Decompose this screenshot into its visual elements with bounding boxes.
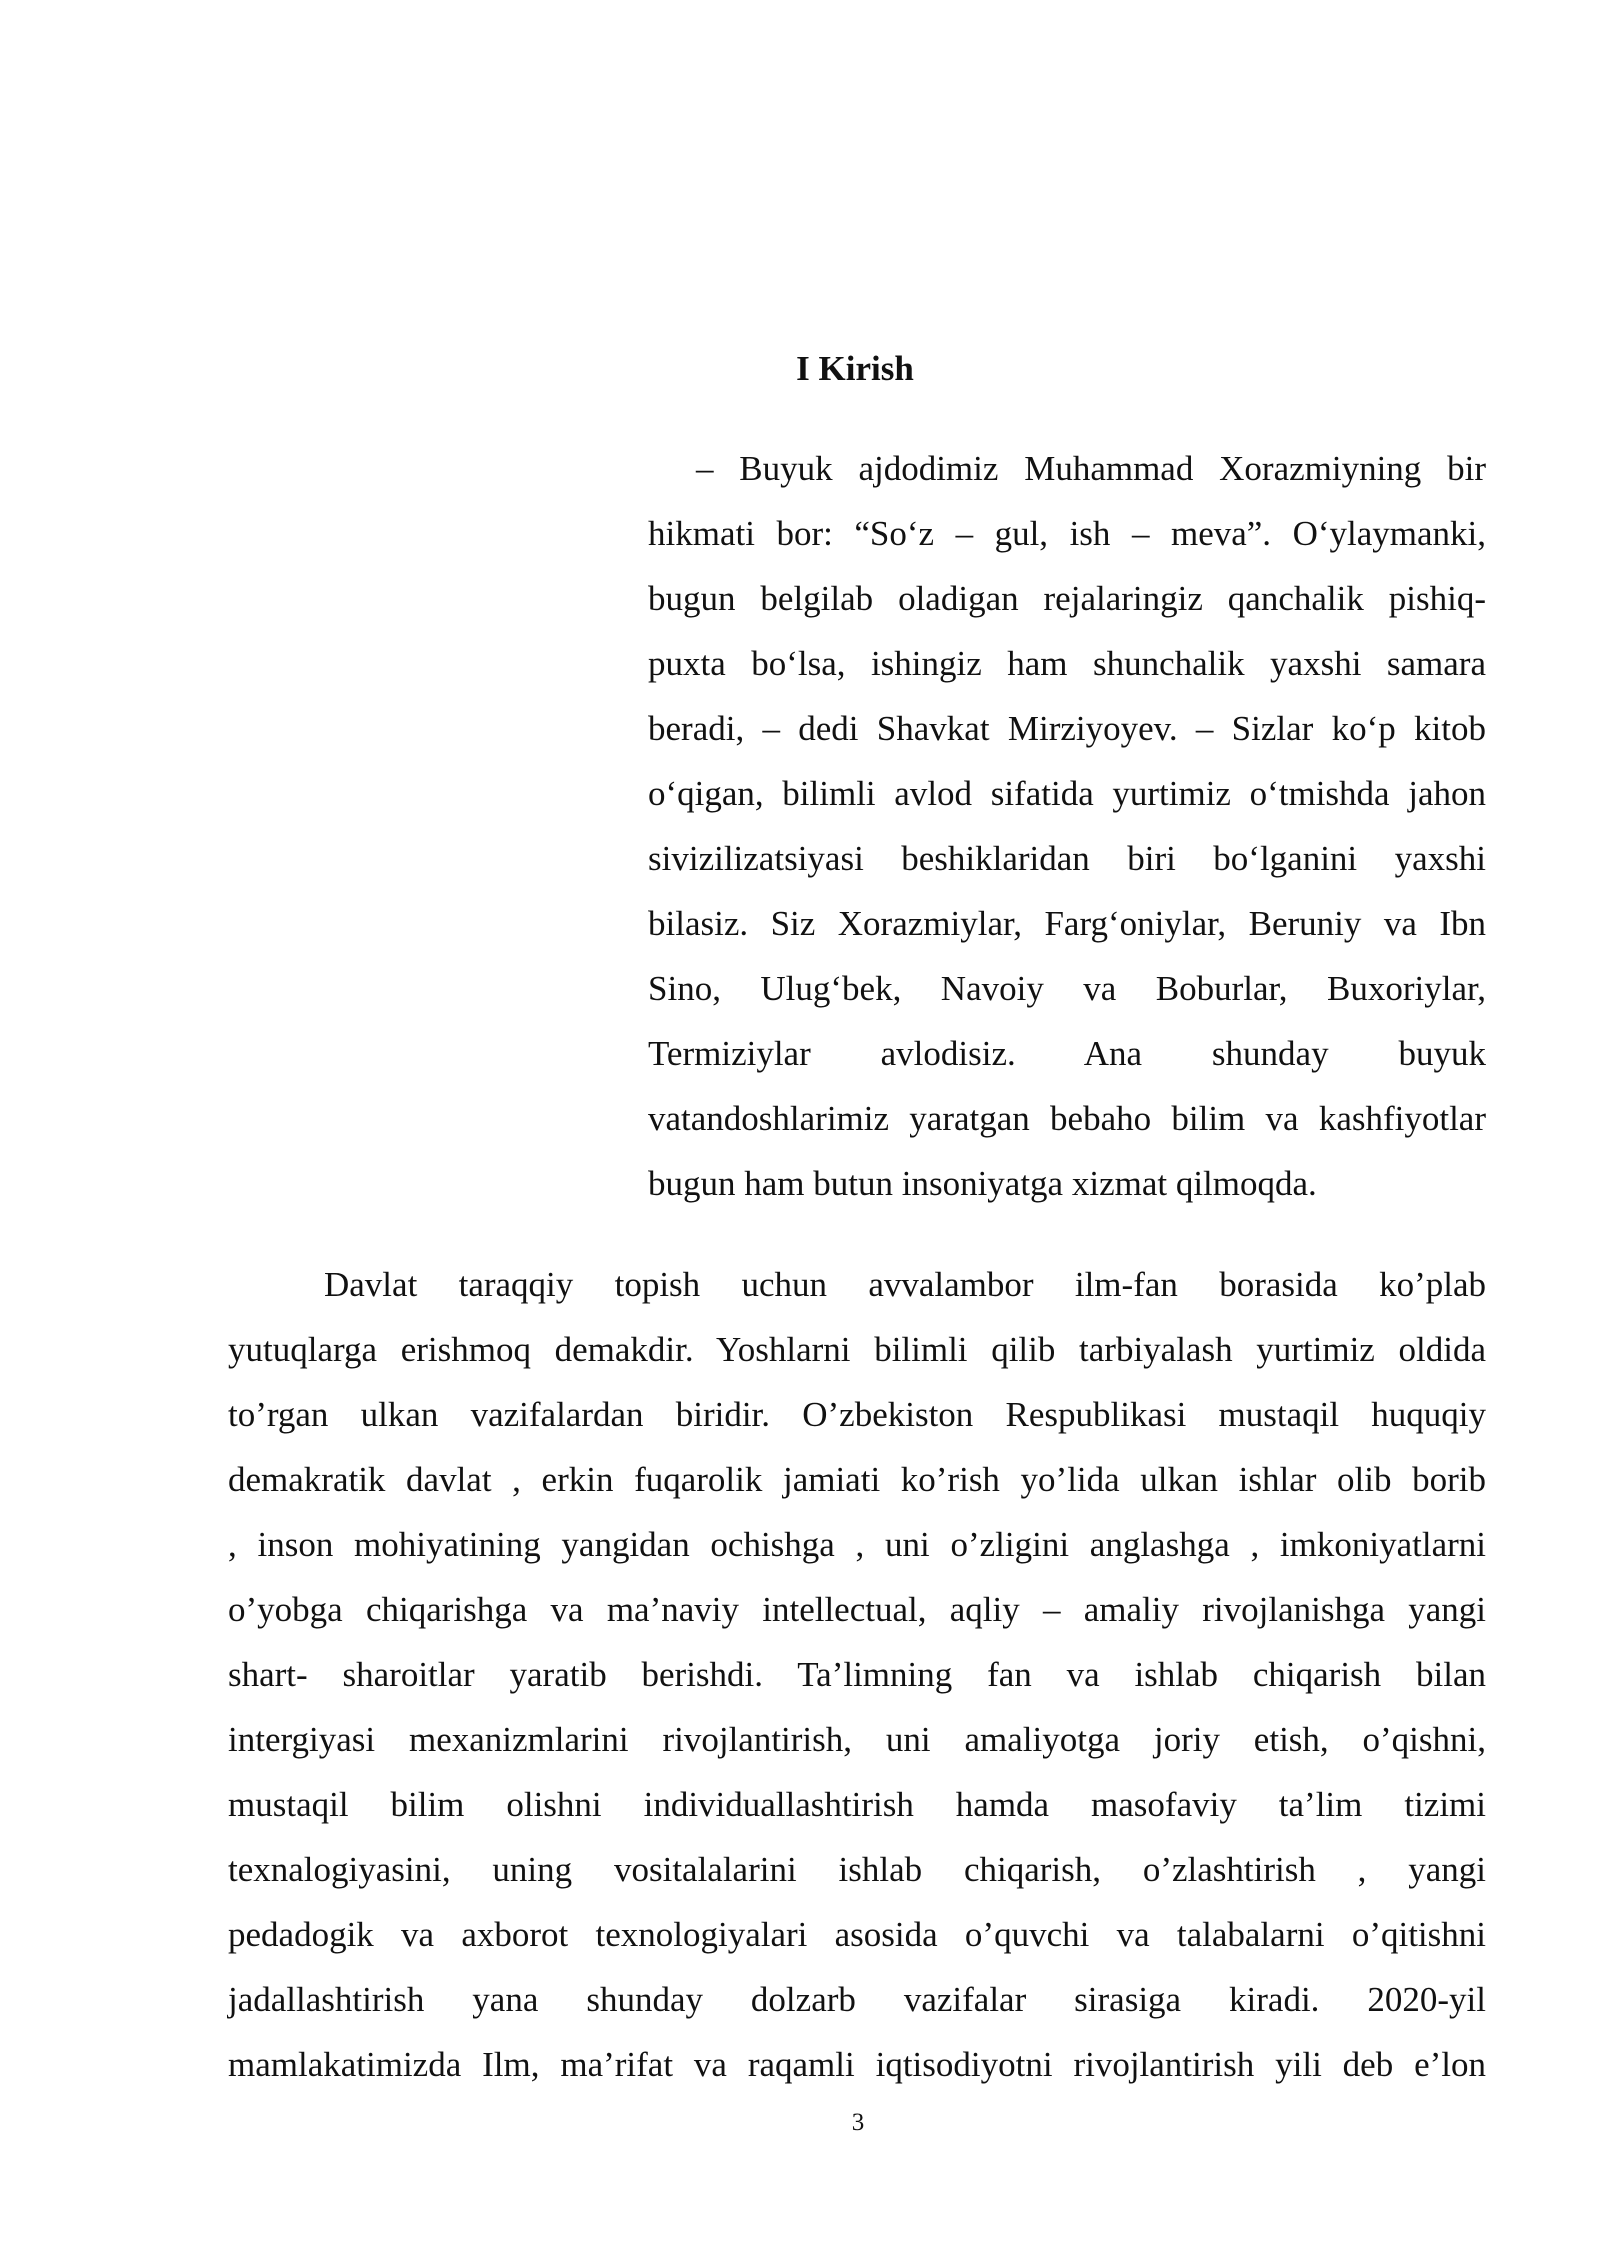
body-line: mustaqil bilim olishni individuallashtirish hamda masofaviy ta’lim tizimi [228, 1785, 1486, 1824]
epigraph-line: sivizilizatsiyasi beshiklaridan biri bo‘lganini yaxshi [648, 839, 1486, 878]
body-line: yutuqlarga erishmoq demakdir. Yoshlarni bilimli qilib tarbiyalash yurtimiz oldida [228, 1330, 1486, 1369]
body-paragraph [228, 1252, 1486, 2097]
epigraph-line: vatandoshlarimiz yaratgan bebaho bilim va kashfiyotlar [648, 1099, 1486, 1138]
epigraph-line: Termiziylar avlodisiz. Ana shunday buyuk [648, 1034, 1486, 1073]
body-line: o’yobga chiqarishga va ma’naviy intellectual, aqliy – amaliy rivojlanishga yangi [228, 1590, 1486, 1629]
body-line: texnalogiyasini, uning vositalalarini ishlab chiqarish, o’zlashtirish , yangi [228, 1850, 1486, 1889]
epigraph-quote [648, 436, 1486, 1216]
body-line: intergiyasi mexanizmlarini rivojlantirish, uni amaliyotga joriy etish, o’qishni, [228, 1720, 1486, 1759]
epigraph-line: – Buyuk ajdodimiz Muhammad Xorazmiyning bir [696, 449, 1486, 488]
section-heading: I Kirish [796, 349, 914, 388]
body-line: shart- sharoitlar yaratib berishdi. Ta’limning fan va ishlab chiqarish bilan [228, 1655, 1486, 1694]
epigraph-line: beradi, – dedi Shavkat Mirziyoyev. – Sizlar ko‘p kitob [648, 709, 1486, 748]
epigraph-line: bugun belgilab oladigan rejalaringiz qanchalik pishiq- [648, 579, 1486, 618]
epigraph-line: hikmati bor: “So‘z – gul, ish – meva”. O‘ylaymanki, [648, 514, 1486, 553]
body-line: demakratik davlat , erkin fuqarolik jamiati ko’rish yo’lida ulkan ishlar olib borib [228, 1460, 1486, 1499]
epigraph-line: bugun ham butun insoniyatga xizmat qilmoqda. [648, 1164, 1317, 1203]
epigraph-line: puxta bo‘lsa, ishingiz ham shunchalik yaxshi samara [648, 644, 1486, 683]
body-line: to’rgan ulkan vazifalardan biridir. O’zbekiston Respublikasi mustaqil huquqiy [228, 1395, 1486, 1434]
page-number: 3 [851, 2109, 865, 2136]
epigraph-line: bilasiz. Siz Xorazmiylar, Farg‘oniylar, Beruniy va Ibn [648, 904, 1486, 943]
body-line: pedadogik va axborot texnologiyalari asosida o’quvchi va talabalarni o’qitishni [228, 1915, 1486, 1954]
body-line: , inson mohiyatining yangidan ochishga , uni o’zligini anglashga , imkoniyatlarni [228, 1525, 1486, 1564]
body-line: jadallashtirish yana shunday dolzarb vazifalar sirasiga kiradi. 2020-yil [228, 1980, 1486, 2019]
body-line: mamlakatimizda Ilm, ma’rifat va raqamli iqtisodiyotni rivojlantirish yili deb e’lon [228, 2045, 1486, 2084]
body-line: Davlat taraqqiy topish uchun avvalambor ilm-fan borasida ko’plab [324, 1265, 1486, 1304]
epigraph-line: o‘qigan, bilimli avlod sifatida yurtimiz o‘tmishda jahon [648, 774, 1486, 813]
epigraph-line: Sino, Ulug‘bek, Navoiy va Boburlar, Buxoriylar, [648, 969, 1486, 1008]
